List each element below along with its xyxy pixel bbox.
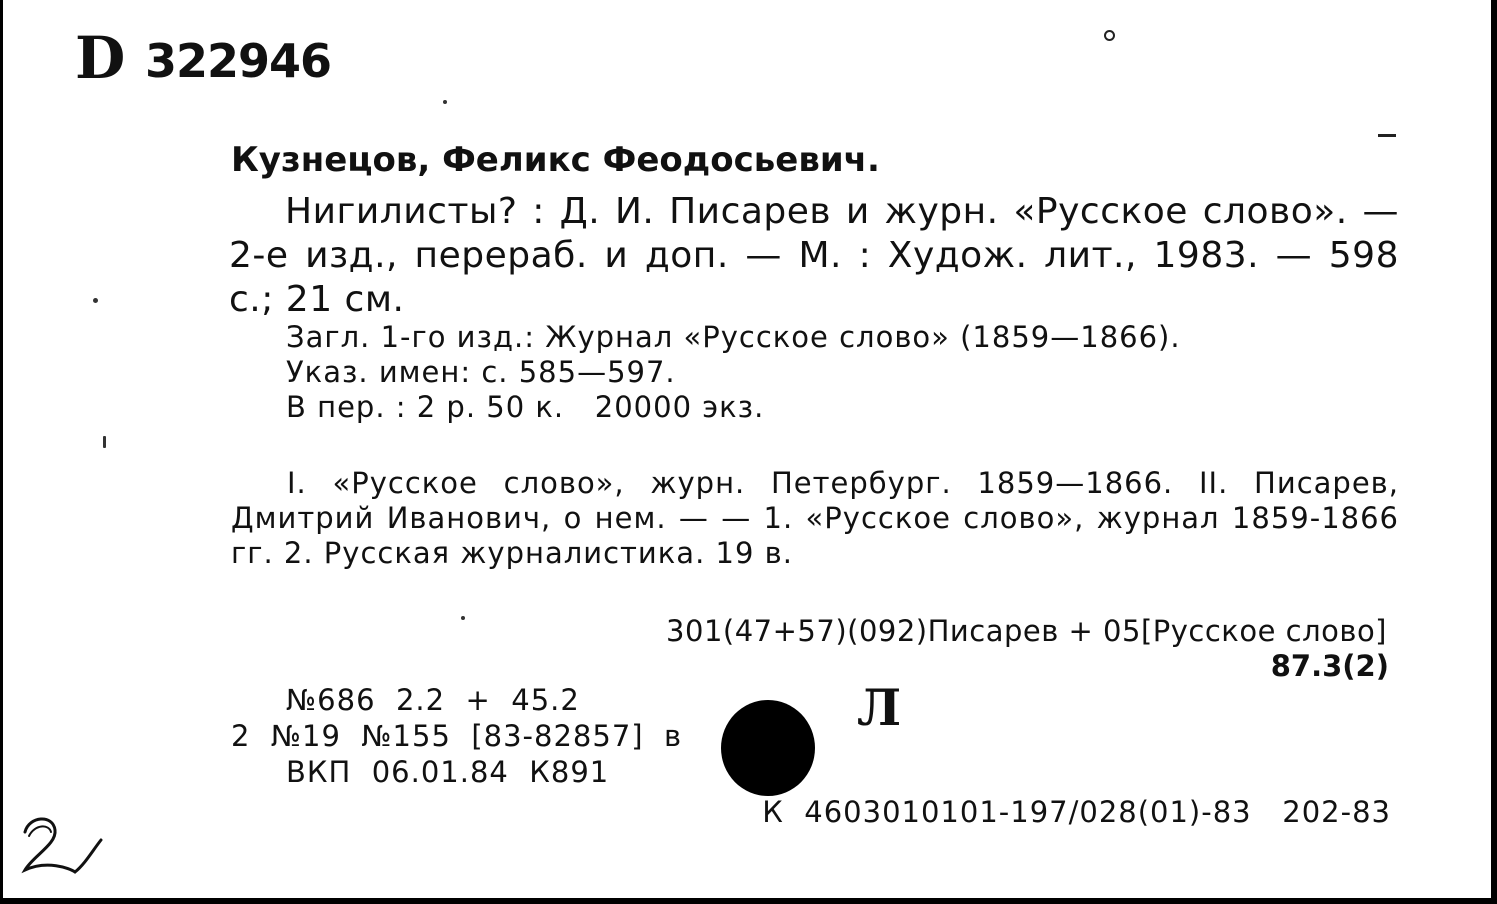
bibliographic-description: Нигилисты? : Д. И. Писарев и журн. «Русское слово». — 2-е изд., перераб. и доп. — М. : Худож. лит., 1983. — 598 с.; 21 см.	[229, 191, 1399, 320]
speck	[443, 100, 447, 104]
catalog-card	[3, 0, 1491, 898]
processing-line: ВКП 06.01.84 К891	[286, 755, 610, 789]
processing-data	[231, 682, 682, 790]
card-mark: D	[75, 24, 124, 92]
note-line: Загл. 1-го изд.: Журнал «Русское слово» (1859—1866).	[286, 320, 1181, 354]
stamp-letter: Л	[857, 678, 902, 737]
subject-tracing: I. «Русское слово», журн. Петербург. 1859—1866. II. Писарев, Дмитрий Иванович, о нем. — — 1. «Русское слово», журнал 1859-1866 гг. 2. Русская журналистика. 19 в.	[231, 466, 1399, 570]
speck	[103, 436, 106, 448]
handwritten-mark	[17, 810, 107, 880]
speck	[461, 616, 465, 620]
card-number: 322946	[145, 34, 332, 88]
bbk-index: 87.3(2)	[1270, 649, 1389, 683]
note-line: В пер. : 2 р. 50 к. 20000 экз.	[286, 390, 765, 424]
notes-block	[286, 320, 1181, 425]
author-heading: Кузнецов, Феликс Феодосьевич.	[231, 140, 880, 180]
speck	[93, 298, 98, 303]
ink-blot	[721, 700, 815, 796]
processing-line: №686 2.2 + 45.2	[286, 683, 580, 717]
card-order-number: К 4603010101-197/028(01)-83 202-83	[762, 795, 1391, 829]
decorative-dash	[1378, 134, 1396, 137]
processing-line: 2 №19 №155 [83-82857] в	[231, 719, 683, 753]
decorative-circle	[1104, 30, 1115, 41]
note-line: Указ. имен: с. 585—597.	[286, 355, 676, 389]
udc-index: 301(47+57)(092)Писарев + 05[Русское слово]	[666, 614, 1387, 648]
